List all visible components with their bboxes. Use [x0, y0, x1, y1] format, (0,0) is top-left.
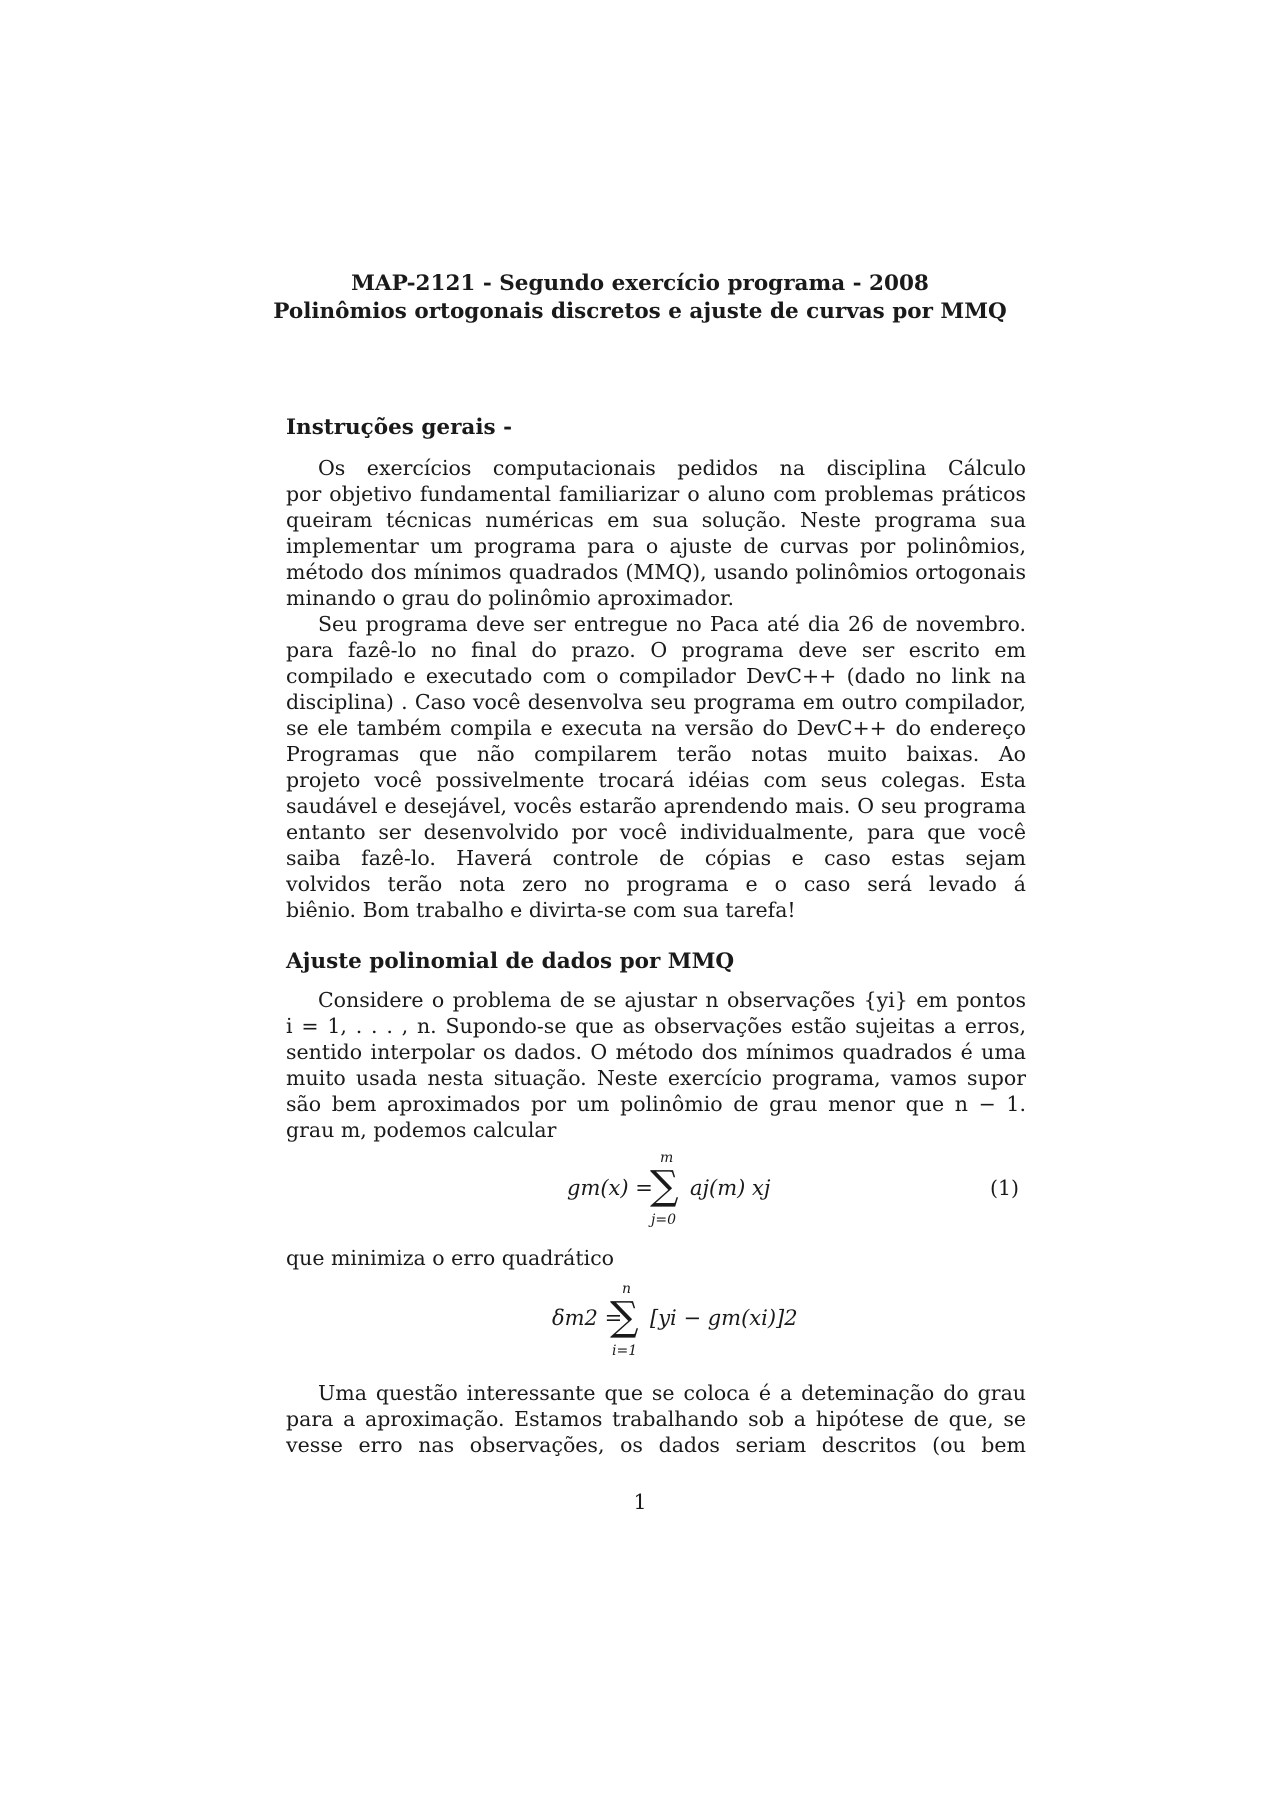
summation-sign: ∑ — [650, 1163, 679, 1209]
text-line: que minimiza o erro quadrático — [286, 1246, 615, 1270]
text-line: saudável e desejável, vocês estarão aprendendo mais. O seu programa — [286, 794, 1026, 818]
section-heading-instructions: Instruções gerais - — [286, 415, 513, 440]
text-line: saiba fazê-lo. Haverá controle de cópias e caso estas sejam — [286, 846, 1026, 870]
sum-lower-limit: i=1 — [612, 1343, 638, 1359]
equation-term: [yi − gm(xi)]2 — [650, 1306, 798, 1330]
text-line: compilado e executado com o compilador DevC++ (dado no link na — [286, 664, 1026, 688]
text-line: vesse erro nas observações, os dados seriam descritos (ou bem — [286, 1433, 1026, 1457]
text-line: i = 1, . . . , n. Supondo-se que as observações estão sujeitas a erros, — [286, 1014, 1026, 1038]
text-line: são bem aproximados por um polinômio de grau menor que n − 1. — [286, 1092, 1026, 1116]
section-heading-mmq: Ajuste polinomial de dados por MMQ — [286, 949, 735, 974]
equation-lhs: gm(x) = — [567, 1176, 653, 1200]
text-line: queiram técnicas numéricas em sua solução. Neste programa sua — [286, 508, 1026, 532]
instructions-paragraph-2 — [286, 611, 1026, 923]
text-line: Programas que não compilarem terão notas muito baixas. Ao — [286, 742, 1026, 766]
sum-lower-limit: j=0 — [651, 1212, 676, 1228]
text-line: por objetivo fundamental familiarizar o aluno com problemas práticos — [286, 482, 1026, 506]
text-line: para a aproximação. Estamos trabalhando sob a hipótese de que, se — [286, 1407, 1026, 1431]
text-line: Os exercícios computacionais pedidos na disciplina Cálculo — [318, 456, 1026, 480]
text-line: volvidos terão nota zero no programa e o caso será levado á — [286, 872, 1026, 896]
text-line: implementar um programa para o ajuste de curvas por polinômios, — [286, 534, 1026, 558]
sum-upper-limit: n — [622, 1281, 632, 1297]
instructions-paragraph-1 — [286, 455, 1026, 611]
summation-sign: ∑ — [610, 1294, 639, 1340]
text-line: Uma questão interessante que se coloca é a deteminação do grau — [318, 1381, 1026, 1405]
text-line: grau m, podemos calcular — [286, 1118, 557, 1142]
sum-upper-limit: m — [660, 1150, 674, 1166]
text-line: minando o grau do polinômio aproximador. — [286, 586, 735, 610]
text-line: muito usada nesta situação. Neste exercício programa, vamos supor — [286, 1066, 1026, 1090]
text-line: sentido interpolar os dados. O método dos mínimos quadrados é uma — [286, 1040, 1026, 1064]
text-line: se ele também compila e executa na versão do DevC++ do endereço — [286, 716, 1026, 740]
text-line: Considere o problema de se ajustar n observações {yi} em pontos — [318, 988, 1026, 1012]
text-line: entanto ser desenvolvido por você individualmente, para que você — [286, 820, 1026, 844]
text-line: Seu programa deve ser entregue no Paca até dia 26 de novembro. — [318, 612, 1026, 636]
text-line: para fazê-lo no final do prazo. O programa deve ser escrito em — [286, 638, 1026, 662]
equation-number: (1) — [990, 1176, 1020, 1200]
document-title: MAP-2121 - Segundo exercício programa - 2008 — [351, 271, 929, 296]
text-line: método dos mínimos quadrados (MMQ), usando polinômios ortogonais — [286, 560, 1026, 584]
mmq-between-text — [286, 1245, 1026, 1271]
equation-lhs: δm2 = — [552, 1306, 623, 1330]
text-line: projeto você possivelmente trocará idéias com seus colegas. Esta — [286, 768, 1026, 792]
text-line: biênio. Bom trabalho e divirta-se com sua tarefa! — [286, 898, 796, 922]
equation-term: aj(m) xj — [690, 1176, 771, 1200]
document-subtitle: Polinômios ortogonais discretos e ajuste de curvas por MMQ — [273, 299, 1007, 324]
mmq-paragraph-1 — [286, 987, 1026, 1143]
mmq-paragraph-2 — [286, 1380, 1026, 1458]
page-number: 1 — [633, 1490, 647, 1514]
text-line: disciplina) . Caso você desenvolva seu programa em outro compilador, — [286, 690, 1026, 714]
